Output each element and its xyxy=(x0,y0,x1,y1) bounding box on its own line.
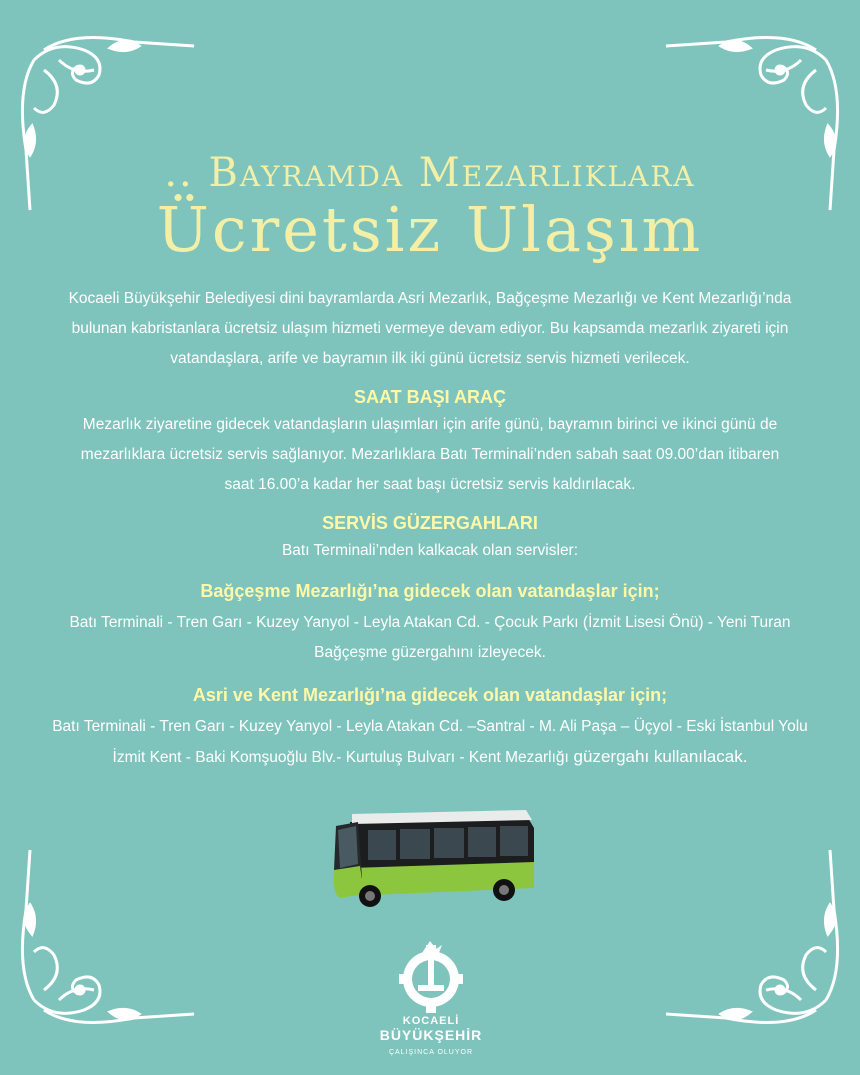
route2-heading: Asri ve Kent Mezarlığı’na gidecek olan vatandaşlar için; xyxy=(192,685,668,705)
intro-line-2: bulunan kabristanlara ücretsiz ulaşım hizmeti vermeye devam ediyor. Bu kapsamda mezarlık ziyareti için xyxy=(71,320,789,337)
section1-line-1: Mezarlık ziyaretine gidecek vatandaşların ulaşımları için arife günü, bayramın birinci ve ikinci günü de xyxy=(82,416,778,433)
intro-line-1: Kocaeli Büyükşehir Belediyesi dini bayramlarda Asri Mezarlık, Bağçeşme Mezarlığı ve Kent Mezarlığı’nda xyxy=(68,290,792,307)
route2-line-1: Batı Terminali - Tren Garı - Kuzey Yanyol - Leyla Atakan Cd. –Santral - M. Ali Paşa – Üçyol - Eski İstanbul Yolu xyxy=(52,718,808,735)
route2-line-2-tail: güzergahı kullanılacak. xyxy=(568,747,748,766)
title-line-1: .. Bayramda Mezarlıklara xyxy=(164,150,696,196)
kocaeli-buyuksehir-logo xyxy=(370,935,492,1065)
bus-image xyxy=(328,808,538,912)
section1-line-3: saat 16.00’a kadar her saat başı ücretsiz servis kaldırılacak. xyxy=(224,476,636,493)
section2-subtitle: Batı Terminali’nden kalkacak olan servisler: xyxy=(281,542,579,559)
logo-tagline: ÇALIŞINCA OLUYOR xyxy=(388,1049,474,1056)
title-line-2: Ücretsiz Ulaşım xyxy=(156,193,704,266)
logo-text-kocaeli: KOCAELİ xyxy=(402,1015,460,1027)
section-heading-saat-basi: SAAT BAŞI ARAÇ xyxy=(354,387,506,407)
route1-heading: Bağçeşme Mezarlığı’na gidecek olan vatandaşlar için; xyxy=(200,581,660,601)
route1-line-2: Bağçeşme güzergahını izleyecek. xyxy=(314,644,546,661)
section-heading-guzergahlar: SERVİS GÜZERGAHLARI xyxy=(322,513,538,533)
intro-line-3: vatandaşlara, arife ve bayramın ilk iki günü ücretsiz servis hizmeti verilecek. xyxy=(170,350,690,367)
section1-line-2: mezarlıklara ücretsiz servis sağlanıyor. Mezarlıklara Batı Terminali’nden sabah saat 09.00’dan itibaren xyxy=(80,446,780,463)
ornament-corner-bottom-left xyxy=(14,840,204,1030)
logo-text-buyuksehir: BÜYÜKŞEHİR xyxy=(379,1027,483,1043)
route1-line-1: Batı Terminali - Tren Garı - Kuzey Yanyol - Leyla Atakan Cd. - Çocuk Parkı (İzmit Lisesi Önü) - Yeni Turan xyxy=(69,614,791,631)
route2-line-2-main: İzmit Kent - Baki Komşuoğlu Blv.- Kurtuluş Bulvarı - Kent Mezarlığı xyxy=(112,749,569,766)
ornament-corner-bottom-right xyxy=(656,840,846,1030)
route2-line-2 xyxy=(0,742,860,773)
